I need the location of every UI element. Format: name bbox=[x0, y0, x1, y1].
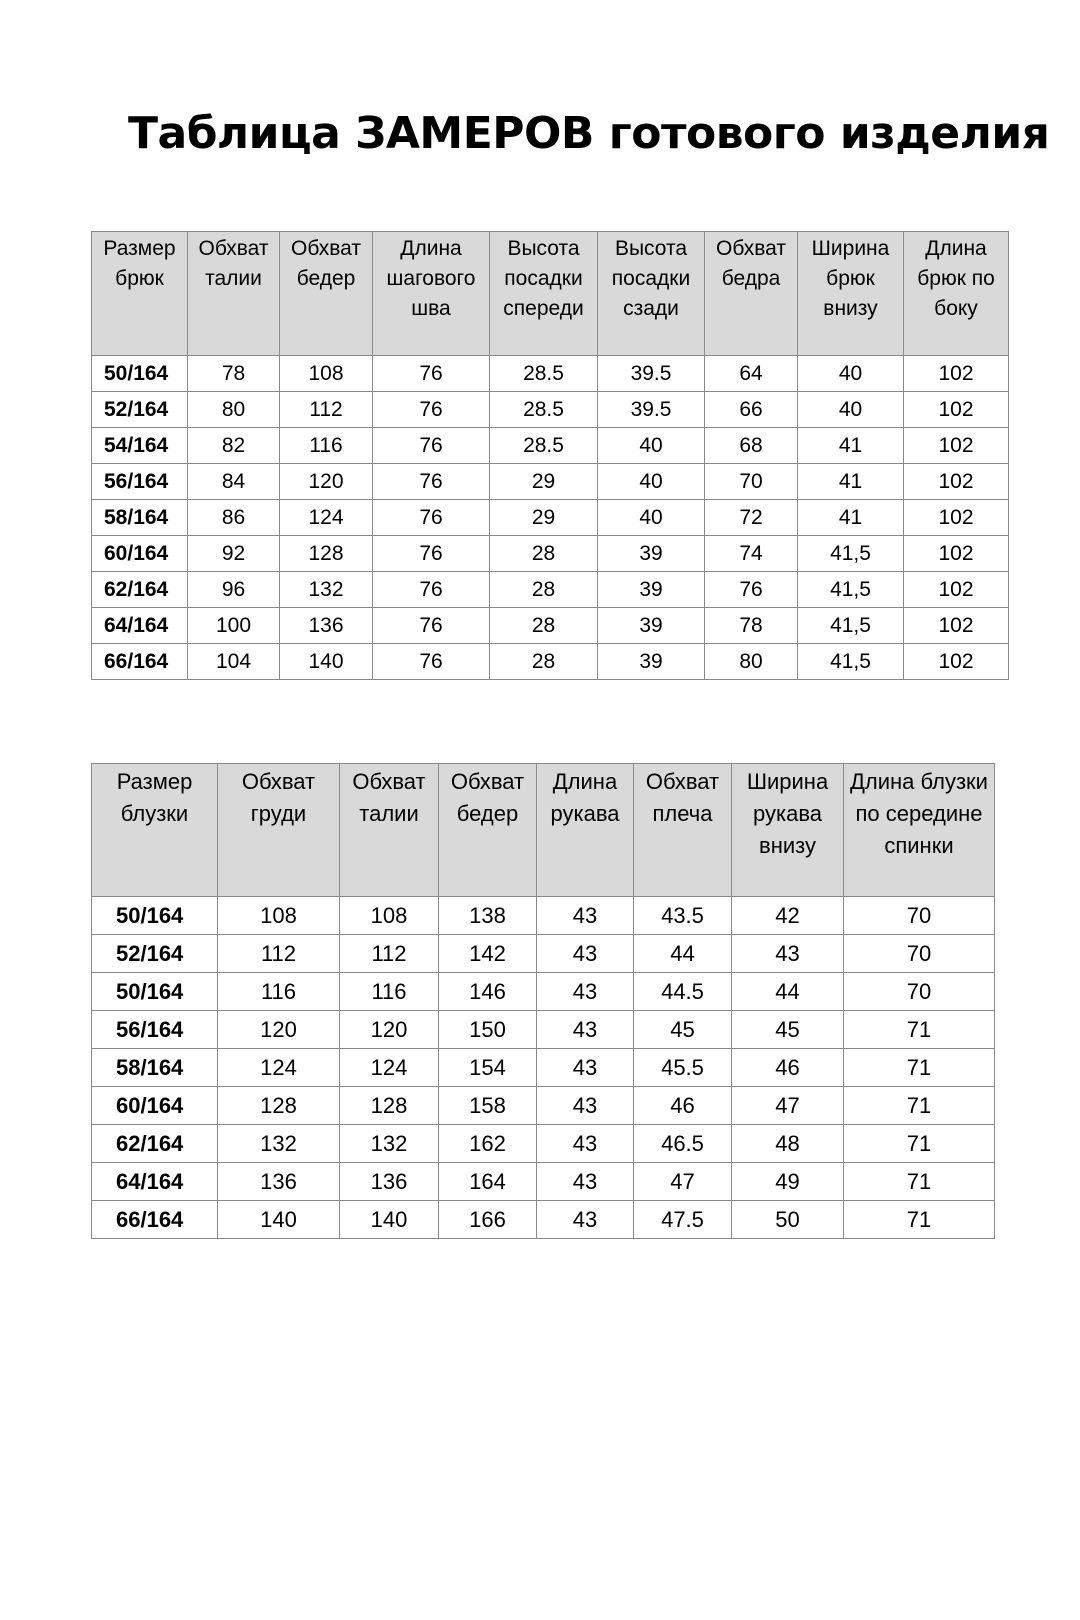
table-cell: 44.5 bbox=[634, 973, 732, 1011]
table-cell: 96 bbox=[188, 572, 280, 608]
table-cell: 128 bbox=[340, 1087, 439, 1125]
column-header: Обхват плеча bbox=[634, 764, 732, 897]
table-cell: 76 bbox=[373, 464, 490, 500]
table-cell: 71 bbox=[844, 1201, 995, 1239]
table-cell: 142 bbox=[439, 935, 537, 973]
table-cell: 46.5 bbox=[634, 1125, 732, 1163]
table-cell: 43 bbox=[732, 935, 844, 973]
table-cell: 64 bbox=[705, 356, 798, 392]
table-cell: 102 bbox=[904, 392, 1009, 428]
size-cell: 58/164 bbox=[92, 500, 188, 536]
table-cell: 78 bbox=[705, 608, 798, 644]
table-cell: 102 bbox=[904, 356, 1009, 392]
table-row bbox=[92, 935, 995, 973]
table-cell: 71 bbox=[844, 1087, 995, 1125]
table-cell: 45.5 bbox=[634, 1049, 732, 1087]
table-cell: 43 bbox=[537, 1163, 634, 1201]
table-cell: 112 bbox=[218, 935, 340, 973]
table-row bbox=[92, 1011, 995, 1049]
table-cell: 116 bbox=[280, 428, 373, 464]
table-cell: 136 bbox=[280, 608, 373, 644]
table-cell: 71 bbox=[844, 1125, 995, 1163]
table-row bbox=[92, 973, 995, 1011]
table-cell: 28.5 bbox=[490, 428, 598, 464]
table-cell: 86 bbox=[188, 500, 280, 536]
table-cell: 47.5 bbox=[634, 1201, 732, 1239]
table-cell: 120 bbox=[340, 1011, 439, 1049]
table-cell: 112 bbox=[340, 935, 439, 973]
table-cell: 44 bbox=[732, 973, 844, 1011]
table-cell: 138 bbox=[439, 897, 537, 935]
table-cell: 76 bbox=[373, 500, 490, 536]
table-row bbox=[92, 644, 1009, 680]
table-cell: 43 bbox=[537, 1049, 634, 1087]
table-cell: 128 bbox=[280, 536, 373, 572]
table-cell: 71 bbox=[844, 1163, 995, 1201]
table-cell: 104 bbox=[188, 644, 280, 680]
blouse-measurements-table bbox=[91, 763, 995, 1239]
size-cell: 50/164 bbox=[92, 356, 188, 392]
table-cell: 40 bbox=[598, 500, 705, 536]
table-cell: 44 bbox=[634, 935, 732, 973]
size-cell: 62/164 bbox=[92, 572, 188, 608]
table-cell: 50 bbox=[732, 1201, 844, 1239]
table-cell: 66 bbox=[705, 392, 798, 428]
table-cell: 45 bbox=[732, 1011, 844, 1049]
table-cell: 70 bbox=[705, 464, 798, 500]
size-cell: 50/164 bbox=[92, 973, 218, 1011]
table-cell: 46 bbox=[732, 1049, 844, 1087]
table-row bbox=[92, 500, 1009, 536]
table-cell: 40 bbox=[598, 428, 705, 464]
table-cell: 108 bbox=[280, 356, 373, 392]
table-cell: 49 bbox=[732, 1163, 844, 1201]
table-cell: 70 bbox=[844, 973, 995, 1011]
table-row bbox=[92, 464, 1009, 500]
column-header: Высота посадки сзади bbox=[598, 232, 705, 356]
table-row bbox=[92, 1125, 995, 1163]
size-cell: 56/164 bbox=[92, 1011, 218, 1049]
table-cell: 124 bbox=[340, 1049, 439, 1087]
table-cell: 29 bbox=[490, 464, 598, 500]
table-cell: 41,5 bbox=[798, 572, 904, 608]
column-header: Длина брюк по боку bbox=[904, 232, 1009, 356]
table-cell: 136 bbox=[340, 1163, 439, 1201]
table-row bbox=[92, 536, 1009, 572]
column-header: Обхват талии bbox=[340, 764, 439, 897]
table-cell: 74 bbox=[705, 536, 798, 572]
table-cell: 76 bbox=[373, 644, 490, 680]
table-cell: 28 bbox=[490, 536, 598, 572]
table-cell: 76 bbox=[373, 392, 490, 428]
table-cell: 68 bbox=[705, 428, 798, 464]
table-cell: 124 bbox=[218, 1049, 340, 1087]
table-cell: 146 bbox=[439, 973, 537, 1011]
table-cell: 29 bbox=[490, 500, 598, 536]
table-cell: 102 bbox=[904, 572, 1009, 608]
table-cell: 102 bbox=[904, 500, 1009, 536]
size-cell: 66/164 bbox=[92, 1201, 218, 1239]
table-cell: 41,5 bbox=[798, 536, 904, 572]
table-cell: 78 bbox=[188, 356, 280, 392]
size-cell: 64/164 bbox=[92, 1163, 218, 1201]
table-cell: 136 bbox=[218, 1163, 340, 1201]
table-cell: 76 bbox=[373, 356, 490, 392]
table-cell: 47 bbox=[732, 1087, 844, 1125]
table-row bbox=[92, 572, 1009, 608]
table-cell: 100 bbox=[188, 608, 280, 644]
table-cell: 40 bbox=[798, 392, 904, 428]
table-cell: 41 bbox=[798, 500, 904, 536]
table-cell: 28.5 bbox=[490, 392, 598, 428]
table-cell: 80 bbox=[188, 392, 280, 428]
size-cell: 54/164 bbox=[92, 428, 188, 464]
column-header: Длина шагового шва bbox=[373, 232, 490, 356]
size-cell: 58/164 bbox=[92, 1049, 218, 1087]
table-cell: 45 bbox=[634, 1011, 732, 1049]
column-header: Высота посадки спереди bbox=[490, 232, 598, 356]
table-row bbox=[92, 356, 1009, 392]
table-cell: 43 bbox=[537, 1125, 634, 1163]
table-cell: 132 bbox=[218, 1125, 340, 1163]
table-cell: 39 bbox=[598, 644, 705, 680]
table-header-row bbox=[92, 764, 995, 897]
table-cell: 140 bbox=[340, 1201, 439, 1239]
table-cell: 43.5 bbox=[634, 897, 732, 935]
table-cell: 76 bbox=[705, 572, 798, 608]
table-cell: 166 bbox=[439, 1201, 537, 1239]
table-cell: 108 bbox=[340, 897, 439, 935]
table-cell: 84 bbox=[188, 464, 280, 500]
table-cell: 39.5 bbox=[598, 356, 705, 392]
table-cell: 80 bbox=[705, 644, 798, 680]
table-cell: 164 bbox=[439, 1163, 537, 1201]
size-cell: 52/164 bbox=[92, 935, 218, 973]
table-cell: 132 bbox=[280, 572, 373, 608]
table-cell: 102 bbox=[904, 608, 1009, 644]
table-cell: 162 bbox=[439, 1125, 537, 1163]
table-cell: 43 bbox=[537, 1201, 634, 1239]
table-cell: 128 bbox=[218, 1087, 340, 1125]
table-cell: 132 bbox=[340, 1125, 439, 1163]
table-cell: 71 bbox=[844, 1049, 995, 1087]
size-cell: 52/164 bbox=[92, 392, 188, 428]
column-header: Обхват бедра bbox=[705, 232, 798, 356]
size-cell: 56/164 bbox=[92, 464, 188, 500]
table-cell: 46 bbox=[634, 1087, 732, 1125]
table-cell: 40 bbox=[798, 356, 904, 392]
table-row bbox=[92, 1201, 995, 1239]
table-cell: 43 bbox=[537, 1011, 634, 1049]
table-cell: 42 bbox=[732, 897, 844, 935]
pants-measurements-table bbox=[91, 231, 1009, 680]
table-row bbox=[92, 1049, 995, 1087]
table-header-row bbox=[92, 232, 1009, 356]
table-cell: 28 bbox=[490, 644, 598, 680]
table-cell: 150 bbox=[439, 1011, 537, 1049]
table-cell: 140 bbox=[280, 644, 373, 680]
size-cell: 60/164 bbox=[92, 536, 188, 572]
table-cell: 70 bbox=[844, 935, 995, 973]
table-row bbox=[92, 1163, 995, 1201]
table-cell: 76 bbox=[373, 608, 490, 644]
table-cell: 39 bbox=[598, 536, 705, 572]
table-cell: 112 bbox=[280, 392, 373, 428]
table-cell: 28 bbox=[490, 608, 598, 644]
table-cell: 43 bbox=[537, 1087, 634, 1125]
table-cell: 28.5 bbox=[490, 356, 598, 392]
table-row bbox=[92, 1087, 995, 1125]
table-cell: 40 bbox=[598, 464, 705, 500]
table-cell: 120 bbox=[280, 464, 373, 500]
table-cell: 108 bbox=[218, 897, 340, 935]
table-cell: 102 bbox=[904, 644, 1009, 680]
table-cell: 116 bbox=[340, 973, 439, 1011]
table-cell: 102 bbox=[904, 464, 1009, 500]
table-cell: 43 bbox=[537, 935, 634, 973]
table-cell: 140 bbox=[218, 1201, 340, 1239]
table-cell: 116 bbox=[218, 973, 340, 1011]
size-cell: 60/164 bbox=[92, 1087, 218, 1125]
table-cell: 158 bbox=[439, 1087, 537, 1125]
table-cell: 120 bbox=[218, 1011, 340, 1049]
table-cell: 76 bbox=[373, 536, 490, 572]
table-row bbox=[92, 897, 995, 935]
table-cell: 41 bbox=[798, 464, 904, 500]
table-row bbox=[92, 392, 1009, 428]
column-header: Размер блузки bbox=[92, 764, 218, 897]
column-header: Длина рукава bbox=[537, 764, 634, 897]
table-cell: 71 bbox=[844, 1011, 995, 1049]
table-cell: 39 bbox=[598, 608, 705, 644]
column-header: Ширина рукава внизу bbox=[732, 764, 844, 897]
table-cell: 41,5 bbox=[798, 644, 904, 680]
table-cell: 39 bbox=[598, 572, 705, 608]
table-cell: 102 bbox=[904, 536, 1009, 572]
column-header: Длина блузки по середине спинки bbox=[844, 764, 995, 897]
table-cell: 43 bbox=[537, 897, 634, 935]
column-header: Обхват талии bbox=[188, 232, 280, 356]
table-cell: 70 bbox=[844, 897, 995, 935]
table-cell: 28 bbox=[490, 572, 598, 608]
size-cell: 66/164 bbox=[92, 644, 188, 680]
table-cell: 41,5 bbox=[798, 608, 904, 644]
table-row bbox=[92, 428, 1009, 464]
table-row bbox=[92, 608, 1009, 644]
column-header: Ширина брюк внизу bbox=[798, 232, 904, 356]
table-cell: 92 bbox=[188, 536, 280, 572]
table-cell: 41 bbox=[798, 428, 904, 464]
size-cell: 50/164 bbox=[92, 897, 218, 935]
column-header: Обхват груди bbox=[218, 764, 340, 897]
size-cell: 62/164 bbox=[92, 1125, 218, 1163]
page-title: Таблица ЗАМЕРОВ готового изделия bbox=[128, 108, 1050, 159]
table-cell: 82 bbox=[188, 428, 280, 464]
table-cell: 48 bbox=[732, 1125, 844, 1163]
table-cell: 39.5 bbox=[598, 392, 705, 428]
table-cell: 102 bbox=[904, 428, 1009, 464]
table-cell: 76 bbox=[373, 572, 490, 608]
table-cell: 76 bbox=[373, 428, 490, 464]
table-cell: 124 bbox=[280, 500, 373, 536]
table-cell: 47 bbox=[634, 1163, 732, 1201]
column-header: Обхват бедер bbox=[280, 232, 373, 356]
column-header: Обхват бедер bbox=[439, 764, 537, 897]
table-cell: 72 bbox=[705, 500, 798, 536]
table-cell: 154 bbox=[439, 1049, 537, 1087]
size-cell: 64/164 bbox=[92, 608, 188, 644]
table-cell: 43 bbox=[537, 973, 634, 1011]
column-header: Размер брюк bbox=[92, 232, 188, 356]
